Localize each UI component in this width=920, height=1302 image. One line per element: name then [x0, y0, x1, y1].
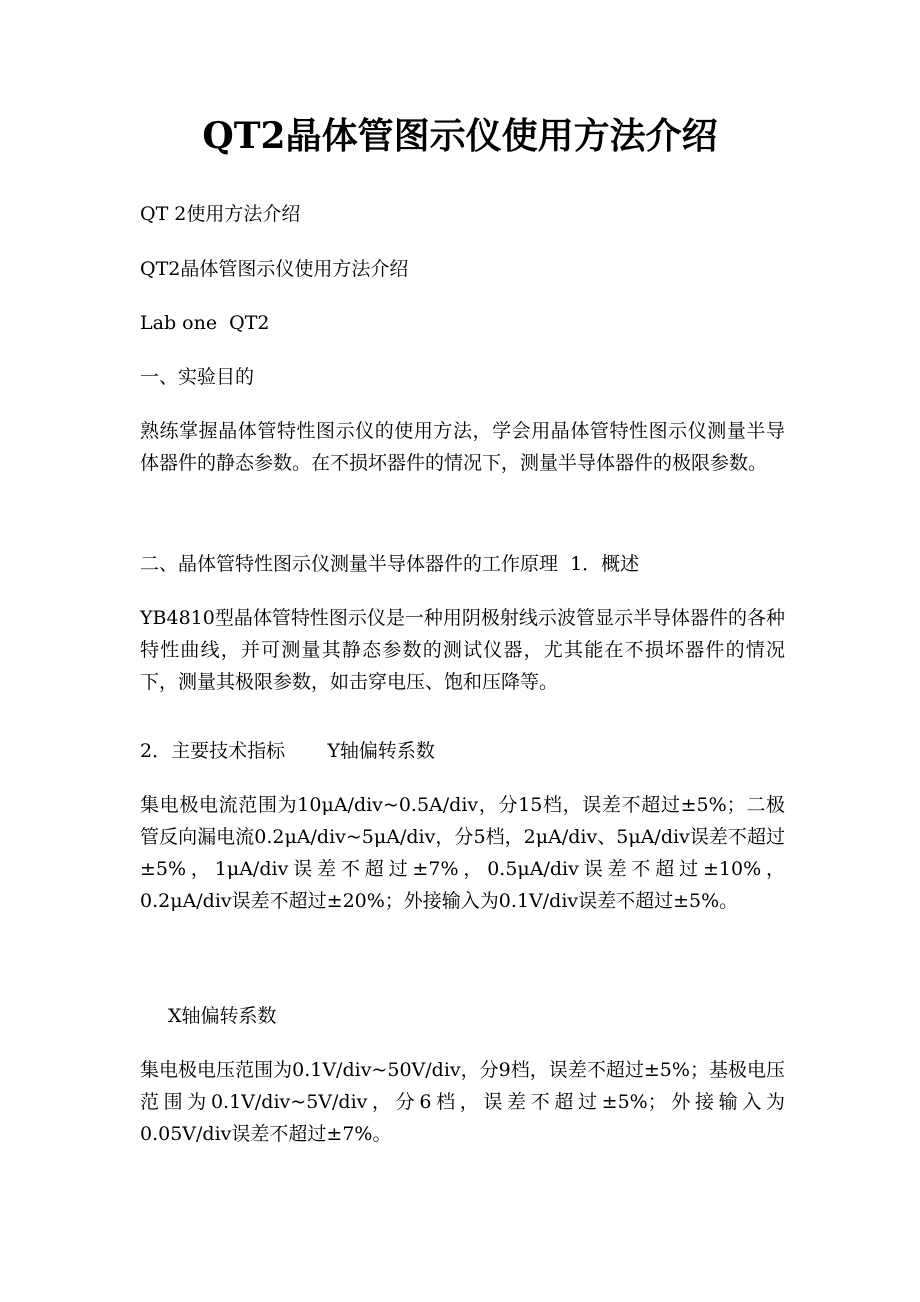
subheading-x-axis: X轴偏转系数	[168, 1005, 277, 1027]
paragraph-overview: YB4810型晶体管特性图示仪是一种用阴极射线示波管显示半导体器件的各种特性曲线，并可测量其静态参数的测试仪器，尤其能在不损坏器件的情况下，测量其极限参数，如击穿电压、饱和压降等。	[140, 607, 785, 693]
section-heading-principle: 二、晶体管特性图示仪测量半导体器件的工作原理 1．概述	[140, 553, 640, 575]
paragraph-y-axis-specs: 集电极电流范围为10μA/div~0.5A/div，分15档，误差不超过±5%；二极管反向漏电流0.2μA/div~5μA/div，分5档，2μA/div、5μA/div误差不超过±5%，1μA/div误差不超过±7%，0.5μA/div误差不超过±10%，0.2μA/div误差不超过±20%；外接输入为0.1V/div误差不超过±5%。	[140, 794, 785, 912]
section-heading-specs: 2．主要技术指标 Y轴偏转系数	[140, 740, 435, 762]
paragraph-heading-repeat: QT2晶体管图示仪使用方法介绍	[140, 258, 409, 280]
paragraph-x-axis-specs: 集电极电压范围为0.1V/div~50V/div，分9档，误差不超过±5%；基极电压范围为0.1V/div~5V/div，分6档，误差不超过±5%；外接输入为0.05V/div误差不超过±7%。	[140, 1059, 785, 1145]
paragraph-subtitle: QT 2使用方法介绍	[140, 203, 301, 225]
document-title: QT2晶体管图示仪使用方法介绍	[202, 115, 718, 157]
paragraph-lab-label: Lab one QT2	[140, 312, 270, 334]
paragraph-purpose: 熟练掌握晶体管特性图示仪的使用方法，学会用晶体管特性图示仪测量半导体器件的静态参数。在不损坏器件的情况下，测量半导体器件的极限参数。	[140, 420, 785, 474]
section-heading-purpose: 一、实验目的	[140, 366, 255, 388]
